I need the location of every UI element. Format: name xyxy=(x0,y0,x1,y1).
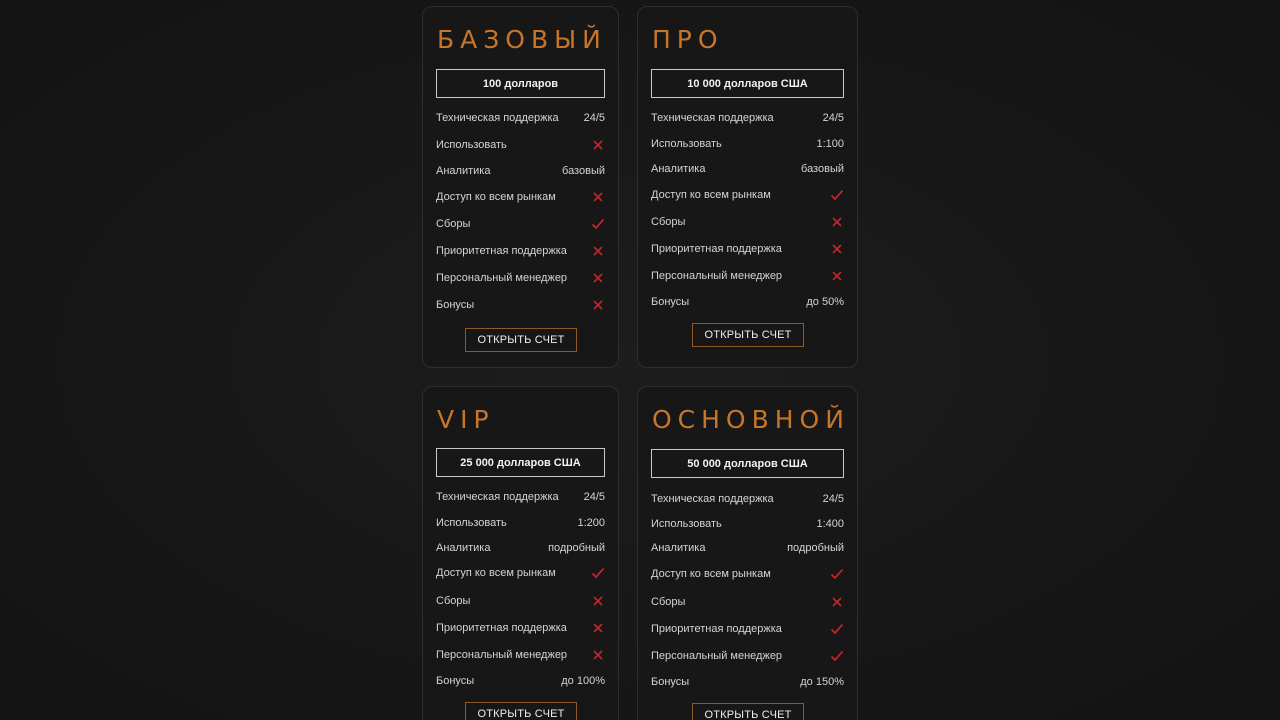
feature-label: Приоритетная поддержка xyxy=(436,622,567,634)
feature-row xyxy=(651,674,844,690)
feature-value: до 100% xyxy=(561,675,605,687)
feature-label: Бонусы xyxy=(436,675,475,687)
feature-label: Персональный менеджер xyxy=(651,650,783,662)
cross-icon xyxy=(830,242,844,256)
feature-value: 1:400 xyxy=(816,518,844,530)
feature-row xyxy=(651,161,844,177)
check-icon xyxy=(830,649,844,663)
feature-row xyxy=(651,187,844,203)
feature-label: Использовать xyxy=(436,517,507,529)
feature-row xyxy=(651,268,844,284)
plan-title: БАЗОВЫЙ xyxy=(437,25,607,54)
feature-row xyxy=(651,648,844,664)
plan-price: 50 000 долларов США xyxy=(651,449,844,478)
feature-label: Аналитика xyxy=(436,165,491,177)
check-icon xyxy=(591,217,605,231)
feature-label: Доступ ко всем рынкам xyxy=(436,191,556,203)
feature-row xyxy=(651,214,844,230)
cross-icon xyxy=(591,594,605,608)
feature-label: Техническая поддержка xyxy=(651,112,774,124)
open-account-button[interactable]: ОТКРЫТЬ СЧЕТ xyxy=(465,328,577,352)
feature-value: 1:200 xyxy=(577,517,605,529)
cross-icon xyxy=(591,298,605,312)
feature-value: 1:100 xyxy=(816,138,844,150)
open-account-button[interactable]: ОТКРЫТЬ СЧЕТ xyxy=(692,703,804,720)
plan-title: ПРО xyxy=(652,25,724,54)
feature-label: Техническая поддержка xyxy=(651,493,774,505)
feature-value: до 150% xyxy=(800,676,844,688)
feature-row xyxy=(436,540,605,556)
cross-icon xyxy=(591,621,605,635)
feature-row xyxy=(651,621,844,637)
check-icon xyxy=(591,566,605,580)
feature-label: Аналитика xyxy=(651,163,706,175)
feature-row xyxy=(436,647,605,663)
feature-label: Персональный менеджер xyxy=(436,272,568,284)
feature-label: Доступ ко всем рынкам xyxy=(436,567,556,579)
feature-row xyxy=(436,489,605,505)
feature-label: Аналитика xyxy=(436,542,491,554)
feature-row xyxy=(651,241,844,257)
feature-label: Сборы xyxy=(436,218,471,230)
feature-label: Приоритетная поддержка xyxy=(651,623,782,635)
feature-row xyxy=(436,163,605,179)
plan-price: 100 долларов xyxy=(436,69,605,98)
feature-label: Техническая поддержка xyxy=(436,112,559,124)
plan-price: 25 000 долларов США xyxy=(436,448,605,477)
feature-label: Доступ ко всем рынкам xyxy=(651,189,771,201)
feature-value: 24/5 xyxy=(822,493,844,505)
feature-row xyxy=(651,110,844,126)
feature-row xyxy=(651,294,844,310)
cross-icon xyxy=(591,244,605,258)
feature-label: Персональный менеджер xyxy=(651,270,783,282)
feature-value: подробный xyxy=(787,542,844,554)
feature-value: 24/5 xyxy=(822,112,844,124)
feature-label: Приоритетная поддержка xyxy=(651,243,782,255)
feature-row xyxy=(436,189,605,205)
feature-label: Сборы xyxy=(436,595,471,607)
feature-row xyxy=(651,566,844,582)
feature-label: Использовать xyxy=(436,139,507,151)
open-account-button[interactable]: ОТКРЫТЬ СЧЕТ xyxy=(692,323,804,347)
feature-row xyxy=(651,491,844,507)
feature-row xyxy=(436,515,605,531)
feature-label: Приоритетная поддержка xyxy=(436,245,567,257)
feature-label: Доступ ко всем рынкам xyxy=(651,568,771,580)
plan-card-main xyxy=(637,386,858,720)
feature-row xyxy=(436,137,605,153)
feature-row xyxy=(436,243,605,259)
plan-card-pro xyxy=(637,6,858,368)
cross-icon xyxy=(830,595,844,609)
feature-row xyxy=(436,216,605,232)
plan-price: 10 000 долларов США xyxy=(651,69,844,98)
feature-row xyxy=(436,110,605,126)
feature-label: Аналитика xyxy=(651,542,706,554)
feature-row xyxy=(436,593,605,609)
feature-row xyxy=(651,540,844,556)
feature-value: подробный xyxy=(548,542,605,554)
cross-icon xyxy=(591,648,605,662)
feature-row xyxy=(436,565,605,581)
cross-icon xyxy=(591,190,605,204)
check-icon xyxy=(830,622,844,636)
open-account-button[interactable]: ОТКРЫТЬ СЧЕТ xyxy=(465,702,577,720)
feature-label: Сборы xyxy=(651,216,686,228)
feature-label: Техническая поддержка xyxy=(436,491,559,503)
feature-value: базовый xyxy=(562,165,605,177)
cross-icon xyxy=(830,215,844,229)
feature-label: Бонусы xyxy=(436,299,475,311)
feature-row xyxy=(651,516,844,532)
feature-value: базовый xyxy=(801,163,844,175)
feature-value: до 50% xyxy=(806,296,844,308)
check-icon xyxy=(830,188,844,202)
feature-row xyxy=(436,673,605,689)
feature-row xyxy=(651,594,844,610)
plan-title: VIP xyxy=(437,405,495,434)
feature-label: Персональный менеджер xyxy=(436,649,568,661)
feature-value: 24/5 xyxy=(583,112,605,124)
feature-label: Бонусы xyxy=(651,296,690,308)
feature-value: 24/5 xyxy=(583,491,605,503)
plan-card-vip xyxy=(422,386,619,720)
cross-icon xyxy=(830,269,844,283)
feature-label: Использовать xyxy=(651,138,722,150)
feature-label: Сборы xyxy=(651,596,686,608)
check-icon xyxy=(830,567,844,581)
feature-row xyxy=(436,297,605,313)
feature-row xyxy=(436,270,605,286)
cross-icon xyxy=(591,138,605,152)
feature-row xyxy=(651,136,844,152)
plan-card-basic xyxy=(422,6,619,368)
feature-row xyxy=(436,620,605,636)
plan-title: ОСНОВНОЙ xyxy=(652,405,850,434)
feature-label: Бонусы xyxy=(651,676,690,688)
cross-icon xyxy=(591,271,605,285)
feature-label: Использовать xyxy=(651,518,722,530)
